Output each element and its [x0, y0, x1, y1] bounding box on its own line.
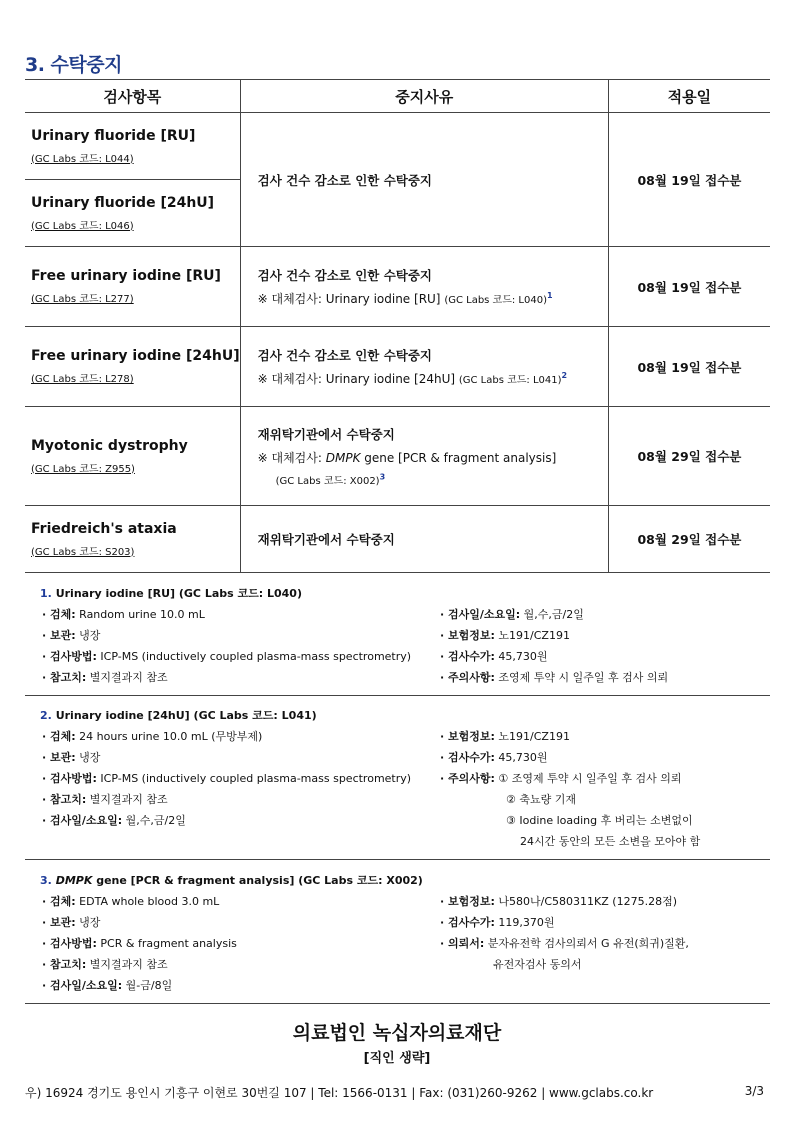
detail-row: · 검사수가: 45,730원 — [440, 751, 548, 764]
seal-omitted-note: [직인 생략] — [363, 1051, 431, 1066]
test-item-code: (GC Labs 코드: L278) — [31, 374, 134, 385]
detail-row: ② 축뇨량 기재 — [506, 793, 576, 806]
footnote-left-column — [42, 893, 237, 998]
footnote-number: 2. — [40, 709, 52, 722]
detail-row: · 검사방법: PCR & fragment analysis — [42, 937, 237, 950]
reason-text: 검사 건수 감소로 인한 수탁중지 — [257, 268, 433, 283]
suspension-table — [25, 79, 770, 573]
date-cell: 08월 29일 접수분 — [608, 407, 770, 506]
detail-row: · 참고치: 별지결과지 참조 — [42, 958, 168, 971]
table-row — [25, 407, 770, 506]
reason-text: 검사 건수 감소로 인한 수탁중지 — [257, 172, 433, 188]
date-cell: 08월 19일 접수분 — [608, 327, 770, 407]
table-header-row — [25, 80, 770, 113]
test-item-name: Myotonic dystrophy — [31, 437, 188, 454]
detail-row: · 의뢰서: 분자유전학 검사의뢰서 G 유전(희귀)질환, — [440, 937, 689, 950]
reason-cell — [240, 327, 608, 407]
footnote-right-column — [440, 893, 689, 977]
detail-row: · 보관: 냉장 — [42, 916, 101, 929]
detail-row: · 주의사항: 조영제 투약 시 일주일 후 검사 의뢰 — [440, 671, 669, 684]
footnote-ref: 1 — [547, 291, 553, 300]
reason-cell — [240, 407, 608, 506]
footnote-number: 3. — [40, 874, 52, 887]
footnote-3 — [25, 860, 770, 1004]
detail-row: 24시간 동안의 모든 소변을 모아야 함 — [520, 835, 701, 848]
detail-row: · 주의사항: ① 조영제 투약 시 일주일 후 검사 의뢰 — [440, 772, 682, 785]
table-row — [25, 247, 770, 327]
alternative-test-code: (GC Labs 코드: L040) — [444, 295, 547, 306]
alternative-test-name: gene [PCR & fragment analysis] — [360, 451, 557, 465]
date-cell: 08월 19일 접수분 — [608, 113, 770, 247]
table-row — [25, 327, 770, 407]
date-cell: 08월 19일 접수분 — [608, 247, 770, 327]
detail-row: · 보험정보: 나580나/C580311KZ (1275.28점) — [440, 895, 677, 908]
detail-row: · 검체: Random urine 10.0 mL — [42, 608, 205, 621]
detail-row: · 검체: EDTA whole blood 3.0 mL — [42, 895, 220, 908]
gene-name: DMPK — [55, 874, 93, 887]
detail-row: 유전자검사 동의서 — [493, 958, 582, 971]
footnote-ref: 3 — [379, 472, 386, 482]
foundation-name: 의료법인 녹십자의료재단 — [292, 1022, 502, 1044]
alternative-test — [258, 370, 608, 387]
test-item-cell — [25, 506, 240, 573]
page-number: 3/3 — [744, 1084, 764, 1098]
footnote-title — [40, 872, 423, 888]
footnote-title-text: Urinary iodine [RU] (GC Labs 코드: L040) — [55, 587, 302, 600]
table-row — [25, 113, 770, 180]
alternative-test-code: (GC Labs 코드: L041) — [458, 375, 562, 386]
alternative-test-label: ※ 대체검사: Urinary iodine [24hU] — [257, 372, 459, 386]
detail-row: · 검사수가: 119,370원 — [440, 916, 555, 929]
date-cell: 08월 29일 접수분 — [608, 506, 770, 573]
footnote-1 — [25, 574, 770, 696]
footnote-2 — [25, 696, 770, 860]
detail-row: · 검사방법: ICP-MS (inductively coupled plasma-mass spectrometry) — [42, 772, 412, 785]
table-row — [25, 506, 770, 573]
footnote-title — [40, 585, 302, 601]
header-date: 적용일 — [608, 80, 770, 113]
detail-row: · 검사수가: 45,730원 — [440, 650, 548, 663]
footnote-number: 1. — [40, 587, 52, 600]
detail-row: ③ Iodine loading 후 버리는 소변없이 — [506, 814, 693, 827]
test-item-name: Urinary fluoride [RU] — [31, 127, 196, 144]
test-item-name: Free urinary iodine [RU] — [31, 268, 221, 284]
test-item-code: (GC Labs 코드: L277) — [31, 294, 134, 305]
test-item-code: (GC Labs 코드: Z955) — [31, 463, 135, 475]
detail-row: · 보험정보: 노191/CZ191 — [440, 629, 570, 642]
alternative-test — [258, 449, 608, 466]
test-item-code: (GC Labs 코드: L046) — [31, 220, 134, 232]
test-item-code: (GC Labs 코드: S203) — [31, 546, 135, 558]
gene-name: DMPK — [325, 451, 361, 465]
detail-row: · 검사일/소요일: 월,수,금/2일 — [440, 608, 584, 621]
footnote-title — [40, 707, 317, 723]
reason-text: 재위탁기관에서 수탁중지 — [257, 427, 395, 442]
section-title: 3. 수탁중지 — [25, 54, 122, 76]
footnote-left-column — [42, 728, 411, 833]
detail-row: · 참고치: 별지결과지 참조 — [42, 671, 168, 684]
alternative-test-label: ※ 대체검사: — [257, 451, 326, 465]
detail-row: · 검사일/소요일: 월-금/8일 — [42, 979, 173, 992]
detail-row: · 검체: 24 hours urine 10.0 mL (무방부제) — [42, 730, 263, 743]
test-item-cell — [25, 113, 240, 180]
test-item-name: Friedreich's ataxia — [31, 520, 177, 537]
header-reason: 중지사유 — [240, 80, 608, 113]
reason-cell — [240, 506, 608, 573]
alternative-test-code-line — [258, 472, 608, 487]
alternative-test-label: ※ 대체검사: Urinary iodine [RU] — [257, 292, 445, 306]
header-test-item: 검사항목 — [25, 80, 240, 113]
alternative-test-code: (GC Labs 코드: X002) — [275, 476, 380, 487]
reason-cell — [240, 113, 608, 247]
detail-row: · 보관: 냉장 — [42, 751, 101, 764]
reason-cell — [240, 247, 608, 327]
test-item-code: (GC Labs 코드: L044) — [31, 153, 134, 165]
reason-text: 재위탁기관에서 수탁중지 — [257, 532, 395, 547]
test-item-cell — [25, 180, 240, 247]
detail-row: · 보험정보: 노191/CZ191 — [440, 730, 570, 743]
footnote-right-column — [440, 606, 668, 690]
alternative-test — [258, 290, 608, 307]
test-item-cell — [25, 247, 240, 327]
detail-row: · 보관: 냉장 — [42, 629, 101, 642]
test-item-name: Urinary fluoride [24hU] — [31, 194, 215, 211]
detail-row: · 검사일/소요일: 월,수,금/2일 — [42, 814, 186, 827]
footer-contact: 우) 16924 경기도 용인시 기흥구 이현로 30번길 107 | Tel: 1566-0131 | Fax: (031)260-9262 | www.gclabs.co.kr — [25, 1086, 654, 1100]
detail-row: · 참고치: 별지결과지 참조 — [42, 793, 168, 806]
footnote-left-column — [42, 606, 411, 690]
footnote-ref: 2 — [561, 371, 568, 380]
test-item-cell — [25, 327, 240, 407]
detail-row: · 검사방법: ICP-MS (inductively coupled plasma-mass spectrometry) — [42, 650, 412, 663]
reason-text: 검사 건수 감소로 인한 수탁중지 — [257, 348, 433, 363]
test-item-name: Free urinary iodine [24hU] — [31, 348, 240, 364]
footnote-title-text: gene [PCR & fragment analysis] (GC Labs 코드: X002) — [92, 874, 423, 887]
footnote-title-text: Urinary iodine [24hU] (GC Labs 코드: L041) — [55, 709, 317, 722]
test-item-cell — [25, 407, 240, 506]
footnote-right-column — [440, 728, 700, 854]
